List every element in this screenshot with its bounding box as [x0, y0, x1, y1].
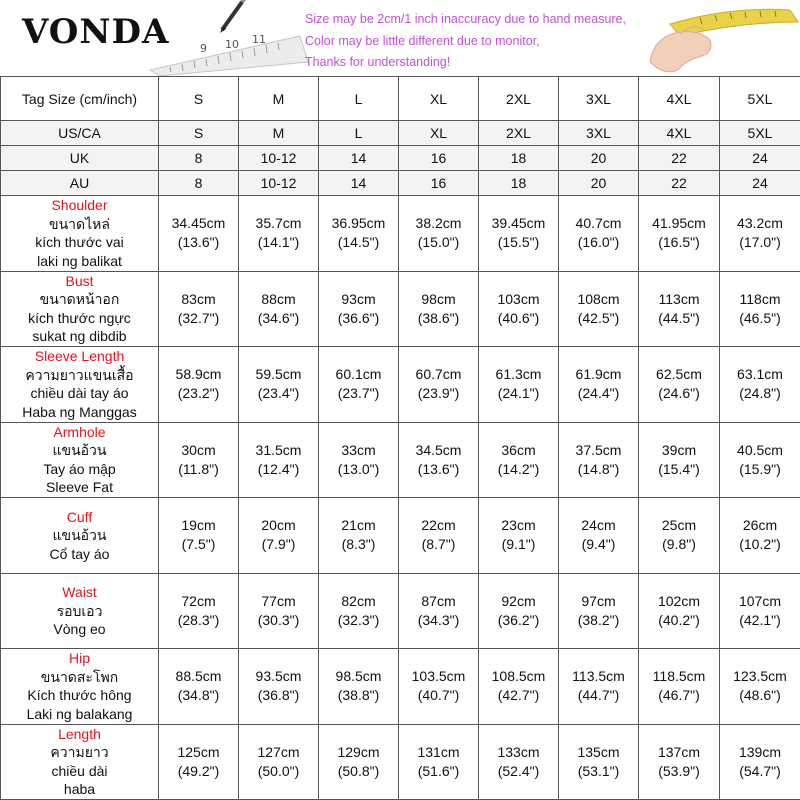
measurement-cell	[399, 498, 479, 574]
size-header: M	[239, 77, 319, 121]
measurement-cell	[239, 271, 319, 347]
cm-value: 125cm	[177, 743, 220, 760]
inch-value: (13.0")	[337, 460, 380, 477]
measurement-cell	[720, 196, 800, 272]
measurement-cell	[399, 347, 479, 423]
conversion-cell: M	[239, 121, 319, 146]
measurement-cell	[720, 422, 800, 498]
inch-value: (15.0")	[417, 234, 460, 251]
cm-value: 88.5cm	[175, 668, 222, 685]
inch-value: (51.6")	[417, 762, 460, 779]
measurement-cell	[239, 347, 319, 423]
measurement-cell	[639, 347, 720, 423]
measurement-label	[1, 271, 159, 347]
cm-value: 30cm	[181, 441, 216, 458]
inch-value: (40.2")	[658, 611, 700, 628]
cm-value: 59.5cm	[255, 366, 302, 383]
inch-value: (30.3")	[257, 611, 300, 628]
measurement-title: Armhole	[53, 423, 106, 440]
measurement-translation: แขนอ้วน	[52, 442, 107, 459]
conversion-cell: 2XL	[479, 121, 559, 146]
conversion-cell: 10-12	[239, 171, 319, 196]
measurement-cell	[239, 724, 319, 800]
measurement-cell	[720, 573, 800, 649]
cm-value: 58.9cm	[175, 366, 222, 383]
cm-value: 63.1cm	[737, 366, 783, 383]
note-line: Size may be 2cm/1 inch inaccuracy due to hand measure,	[305, 12, 627, 26]
measurement-cell	[720, 347, 800, 423]
measurement-cell	[479, 573, 559, 649]
inch-value: (15.5")	[497, 234, 540, 251]
conversion-cell: S	[159, 121, 239, 146]
cm-value: 83cm	[181, 290, 216, 307]
cm-value: 72cm	[181, 592, 216, 609]
conversion-cell: 10-12	[239, 146, 319, 171]
ruler-number: 11	[252, 33, 266, 46]
inch-value: (54.7")	[739, 762, 781, 779]
measurement-cell	[319, 271, 399, 347]
conversion-cell: 8	[159, 171, 239, 196]
conversion-cell: 4XL	[639, 121, 720, 146]
measurement-cell	[159, 573, 239, 649]
conversion-label: AU	[1, 171, 159, 196]
cm-value: 118.5cm	[652, 668, 706, 685]
size-header: 3XL	[559, 77, 639, 121]
cm-value: 108cm	[577, 290, 620, 307]
inch-value: (53.9")	[658, 762, 700, 779]
size-header: XL	[399, 77, 479, 121]
measurement-cell	[399, 271, 479, 347]
disclaimer-notes	[305, 9, 626, 74]
conversion-cell: 20	[559, 146, 639, 171]
measurement-cell	[399, 724, 479, 800]
cm-value: 19cm	[181, 517, 216, 534]
measurement-title: Hip	[68, 650, 90, 667]
measurement-row	[1, 573, 800, 649]
size-header: S	[159, 77, 239, 121]
measurement-label	[1, 573, 159, 649]
inch-value: (38.8")	[337, 687, 380, 704]
measurement-cell	[239, 649, 319, 725]
inch-value: (48.6")	[739, 687, 781, 704]
inch-value: (8.7")	[421, 536, 456, 553]
conversion-cell: XL	[399, 121, 479, 146]
measurement-title: Cuff	[66, 508, 93, 525]
measurement-cell	[159, 724, 239, 800]
measurement-cell	[159, 498, 239, 574]
measurement-cell	[720, 724, 800, 800]
cm-value: 118cm	[739, 290, 781, 307]
ruler-number: 9	[200, 42, 207, 55]
cm-value: 123.5cm	[733, 668, 787, 685]
measurement-cell	[639, 196, 720, 272]
measurement-title: Shoulder	[51, 197, 108, 214]
measurement-cell	[639, 271, 720, 347]
cm-value: 103.5cm	[411, 668, 466, 685]
cm-value: 107cm	[738, 592, 782, 609]
measurement-translation: kích thước ngực	[28, 309, 131, 326]
cm-value: 39cm	[661, 441, 697, 458]
brand-logo: VONDA	[22, 12, 170, 52]
inch-value: (9.8")	[662, 536, 696, 553]
measurement-row	[1, 498, 800, 574]
inch-value: (50.8")	[337, 762, 380, 779]
measurement-translation: kích thước vai	[35, 234, 124, 251]
inch-value: (24.6")	[658, 385, 700, 402]
measurement-row	[1, 724, 800, 800]
cm-value: 133cm	[497, 743, 540, 760]
inch-value: (14.1")	[257, 234, 300, 251]
measurement-translation: ขนาดไหล่	[49, 215, 110, 232]
cm-value: 35.7cm	[255, 215, 302, 232]
measurement-cell	[159, 271, 239, 347]
cm-value: 108.5cm	[491, 668, 546, 685]
inch-value: (40.7")	[417, 687, 460, 704]
cm-value: 61.9cm	[575, 366, 622, 383]
measurement-cell	[319, 649, 399, 725]
conversion-cell: 16	[399, 146, 479, 171]
inch-value: (34.6")	[257, 309, 300, 326]
size-header: L	[319, 77, 399, 121]
measurement-translation: sukat ng dibdib	[32, 328, 127, 345]
inch-value: (15.9")	[739, 460, 781, 477]
cm-value: 93.5cm	[255, 668, 302, 685]
inch-value: (14.8")	[577, 460, 620, 477]
inch-value: (9.4")	[581, 536, 616, 553]
conversion-cell: 3XL	[559, 121, 639, 146]
inch-value: (17.0")	[739, 234, 781, 251]
cm-value: 41.95cm	[652, 215, 706, 232]
note-line: Thanks for understanding!	[305, 55, 451, 69]
cm-value: 37.5cm	[575, 441, 622, 458]
cm-value: 77cm	[261, 592, 296, 609]
inch-value: (36.8")	[257, 687, 300, 704]
measurement-cell	[559, 573, 639, 649]
inch-value: (24.8")	[739, 385, 781, 402]
measurement-cell	[559, 498, 639, 574]
cm-value: 36.95cm	[331, 215, 386, 232]
cm-value: 38.2cm	[415, 215, 462, 232]
ruler-pencil-icon	[130, 0, 310, 76]
cm-value: 34.45cm	[171, 215, 226, 232]
cm-value: 40.5cm	[737, 441, 783, 458]
cm-value: 62.5cm	[656, 366, 702, 383]
measurement-translation: ความยาว	[50, 744, 109, 761]
cm-value: 31.5cm	[255, 441, 302, 458]
inch-value: (23.4")	[257, 385, 300, 402]
inch-value: (24.4")	[577, 385, 620, 402]
measurement-cell	[319, 498, 399, 574]
inch-value: (16.0")	[577, 234, 620, 251]
conversion-cell: 24	[720, 146, 800, 171]
cm-value: 137cm	[657, 743, 701, 760]
cm-value: 43.2cm	[737, 215, 783, 232]
measurement-cell	[479, 347, 559, 423]
ruler-number: 10	[225, 38, 239, 51]
measurement-cell	[399, 422, 479, 498]
inch-value: (50.0")	[257, 762, 300, 779]
cm-value: 61.3cm	[495, 366, 542, 383]
conversion-row	[1, 121, 800, 146]
cm-value: 88cm	[261, 290, 296, 307]
inch-value: (42.7")	[497, 687, 540, 704]
measurement-cell	[319, 422, 399, 498]
cm-value: 26cm	[742, 517, 778, 534]
inch-value: (34.8")	[177, 687, 220, 704]
size-chart-table	[0, 76, 800, 800]
measurement-translation: Kích thước hông	[27, 687, 132, 704]
cm-value: 92cm	[501, 592, 536, 609]
conversion-cell: 20	[559, 171, 639, 196]
measurement-translation: ความยาวแขนเสื้อ	[25, 366, 134, 383]
inch-value: (52.4")	[497, 762, 540, 779]
inch-value: (7.5")	[181, 536, 216, 553]
inch-value: (40.6")	[497, 309, 540, 326]
inch-value: (8.3")	[341, 536, 376, 553]
measurement-translation: ขนาดสะโพก	[40, 668, 119, 685]
measurement-cell	[399, 649, 479, 725]
cm-value: 21cm	[341, 517, 376, 534]
cm-value: 98cm	[421, 290, 456, 307]
measurement-label	[1, 196, 159, 272]
cm-value: 60.1cm	[335, 366, 382, 383]
measurement-row	[1, 271, 800, 347]
inch-value: (42.5")	[577, 309, 620, 326]
measurement-cell	[159, 347, 239, 423]
conversion-cell: 14	[319, 146, 399, 171]
measurement-cell	[559, 347, 639, 423]
measurement-cell	[319, 573, 399, 649]
measurement-row	[1, 649, 800, 725]
cm-value: 113cm	[658, 290, 700, 307]
tag-size-header: Tag Size (cm/inch)	[1, 77, 159, 121]
measurement-translation: แขนอ้วน	[52, 527, 107, 543]
cm-value: 24cm	[581, 517, 616, 534]
measurement-cell	[159, 422, 239, 498]
cm-value: 20cm	[261, 517, 296, 534]
measurement-title: Sleeve Length	[34, 348, 125, 365]
measurement-cell	[479, 649, 559, 725]
cm-value: 36cm	[501, 441, 536, 458]
inch-value: (11.8")	[178, 460, 219, 477]
inch-value: (38.2")	[577, 611, 620, 628]
measurement-translation: Sleeve Fat	[46, 479, 113, 496]
conversion-cell: 18	[479, 171, 559, 196]
cm-value: 33cm	[341, 441, 376, 458]
inch-value: (49.2")	[177, 762, 220, 779]
conversion-cell: 22	[639, 171, 720, 196]
measurement-cell	[639, 573, 720, 649]
measurement-label	[1, 422, 159, 498]
measurement-translation: haba	[63, 781, 96, 798]
conversion-row	[1, 171, 800, 196]
measurement-title: Waist	[62, 584, 97, 600]
conversion-label: US/CA	[1, 121, 159, 146]
inch-value: (38.6")	[417, 309, 460, 326]
inch-value: (36.6")	[337, 309, 380, 326]
measurement-cell	[319, 196, 399, 272]
cm-value: 98.5cm	[335, 668, 382, 685]
conversion-row	[1, 146, 800, 171]
measurement-cell	[639, 649, 720, 725]
measurement-row	[1, 196, 800, 272]
inch-value: (34.3")	[417, 611, 460, 628]
measurement-row	[1, 422, 800, 498]
size-header: 4XL	[639, 77, 720, 121]
inch-value: (7.9")	[261, 536, 296, 553]
measurement-translation: Haba ng Manggas	[22, 403, 137, 420]
inch-value: (46.5")	[739, 309, 781, 326]
measurement-cell	[479, 422, 559, 498]
inch-value: (23.9")	[417, 385, 460, 402]
measurement-cell	[239, 498, 319, 574]
cm-value: 40.7cm	[575, 215, 622, 232]
size-header: 2XL	[479, 77, 559, 121]
cm-value: 25cm	[661, 517, 697, 534]
measurement-cell	[559, 422, 639, 498]
measurement-cell	[399, 196, 479, 272]
measurement-translation: laki ng balikat	[37, 252, 122, 269]
measurement-cell	[639, 724, 720, 800]
tag-size-row	[1, 77, 800, 121]
cm-value: 22cm	[421, 517, 456, 534]
cm-value: 87cm	[421, 592, 456, 609]
measurement-cell	[639, 422, 720, 498]
inch-value: (36.2")	[497, 611, 540, 628]
measurement-cell	[720, 498, 800, 574]
inch-value: (46.7")	[658, 687, 700, 704]
measurement-cell	[319, 347, 399, 423]
inch-value: (13.6")	[417, 460, 460, 477]
cm-value: 113.5cm	[572, 668, 625, 685]
conversion-cell: 14	[319, 171, 399, 196]
cm-value: 103cm	[497, 290, 540, 307]
size-header: 5XL	[720, 77, 800, 121]
conversion-cell: L	[319, 121, 399, 146]
inch-value: (14.2")	[497, 460, 540, 477]
measurement-cell	[479, 271, 559, 347]
measurement-label	[1, 347, 159, 423]
measurement-label	[1, 498, 159, 574]
inch-value: (24.1")	[497, 385, 540, 402]
conversion-label: UK	[1, 146, 159, 171]
conversion-cell: 5XL	[720, 121, 800, 146]
cm-value: 129cm	[337, 743, 380, 760]
measurement-cell	[479, 724, 559, 800]
measurement-cell	[479, 196, 559, 272]
measurement-cell	[559, 649, 639, 725]
measurement-cell	[239, 422, 319, 498]
cm-value: 93cm	[341, 290, 376, 307]
measurement-cell	[479, 498, 559, 574]
cm-value: 102cm	[657, 592, 701, 609]
measurement-cell	[720, 649, 800, 725]
measurement-cell	[639, 498, 720, 574]
measurement-title: Bust	[65, 272, 94, 289]
note-line: Color may be little different due to monitor,	[305, 33, 540, 48]
header-banner	[0, 0, 800, 76]
measurement-translation: Cổ tay áo	[49, 545, 110, 562]
inch-value: (42.1")	[739, 611, 781, 628]
conversion-cell: 18	[479, 146, 559, 171]
measurement-cell	[559, 271, 639, 347]
measurement-label	[1, 649, 159, 725]
inch-value: (13.6")	[177, 234, 220, 251]
inch-value: (32.3")	[337, 611, 380, 628]
measurement-translation: รอบเอว	[56, 602, 103, 619]
cm-value: 39.45cm	[491, 215, 546, 232]
inch-value: (15.4")	[658, 460, 700, 477]
cm-value: 82cm	[341, 592, 376, 609]
inch-value: (44.5")	[658, 309, 700, 326]
measurement-cell	[159, 649, 239, 725]
inch-value: (53.1")	[577, 762, 620, 779]
inch-value: (16.5")	[658, 234, 700, 251]
cm-value: 139cm	[738, 743, 782, 760]
hand-measuring-tape-icon	[640, 0, 800, 76]
measurement-title: Length	[58, 725, 101, 742]
measurement-cell	[720, 271, 800, 347]
inch-value: (14.5")	[337, 234, 380, 251]
measurement-cell	[239, 573, 319, 649]
conversion-cell: 22	[639, 146, 720, 171]
cm-value: 97cm	[581, 592, 616, 609]
measurement-label	[1, 724, 159, 800]
measurement-cell	[399, 573, 479, 649]
measurement-translation: chiều dài tay áo	[30, 385, 129, 402]
conversion-cell: 24	[720, 171, 800, 196]
conversion-cell: 16	[399, 171, 479, 196]
measurement-translation: Tay áo mập	[43, 460, 116, 477]
cm-value: 135cm	[577, 743, 620, 760]
measurement-cell	[559, 196, 639, 272]
measurement-cell	[239, 196, 319, 272]
measurement-translation: Laki ng balakang	[26, 705, 133, 722]
measurement-cell	[159, 196, 239, 272]
cm-value: 23cm	[501, 517, 536, 534]
measurement-translation: ขนาดหน้าอก	[39, 291, 120, 308]
inch-value: (10.2")	[739, 536, 781, 553]
inch-value: (28.3")	[177, 611, 220, 628]
inch-value: (44.7")	[577, 687, 620, 704]
measurement-translation: chiều dài	[51, 762, 108, 779]
cm-value: 131cm	[417, 743, 460, 760]
inch-value: (23.7")	[337, 385, 380, 402]
measurement-row	[1, 347, 800, 423]
cm-value: 60.7cm	[415, 366, 462, 383]
measurement-cell	[319, 724, 399, 800]
inch-value: (23.2")	[177, 385, 220, 402]
cm-value: 127cm	[257, 743, 300, 760]
cm-value: 34.5cm	[415, 441, 462, 458]
inch-value: (32.7")	[177, 309, 220, 326]
measurement-cell	[559, 724, 639, 800]
measurement-translation: Vòng eo	[53, 621, 106, 637]
inch-value: (12.4")	[257, 460, 300, 477]
conversion-cell: 8	[159, 146, 239, 171]
inch-value: (9.1")	[501, 536, 536, 553]
